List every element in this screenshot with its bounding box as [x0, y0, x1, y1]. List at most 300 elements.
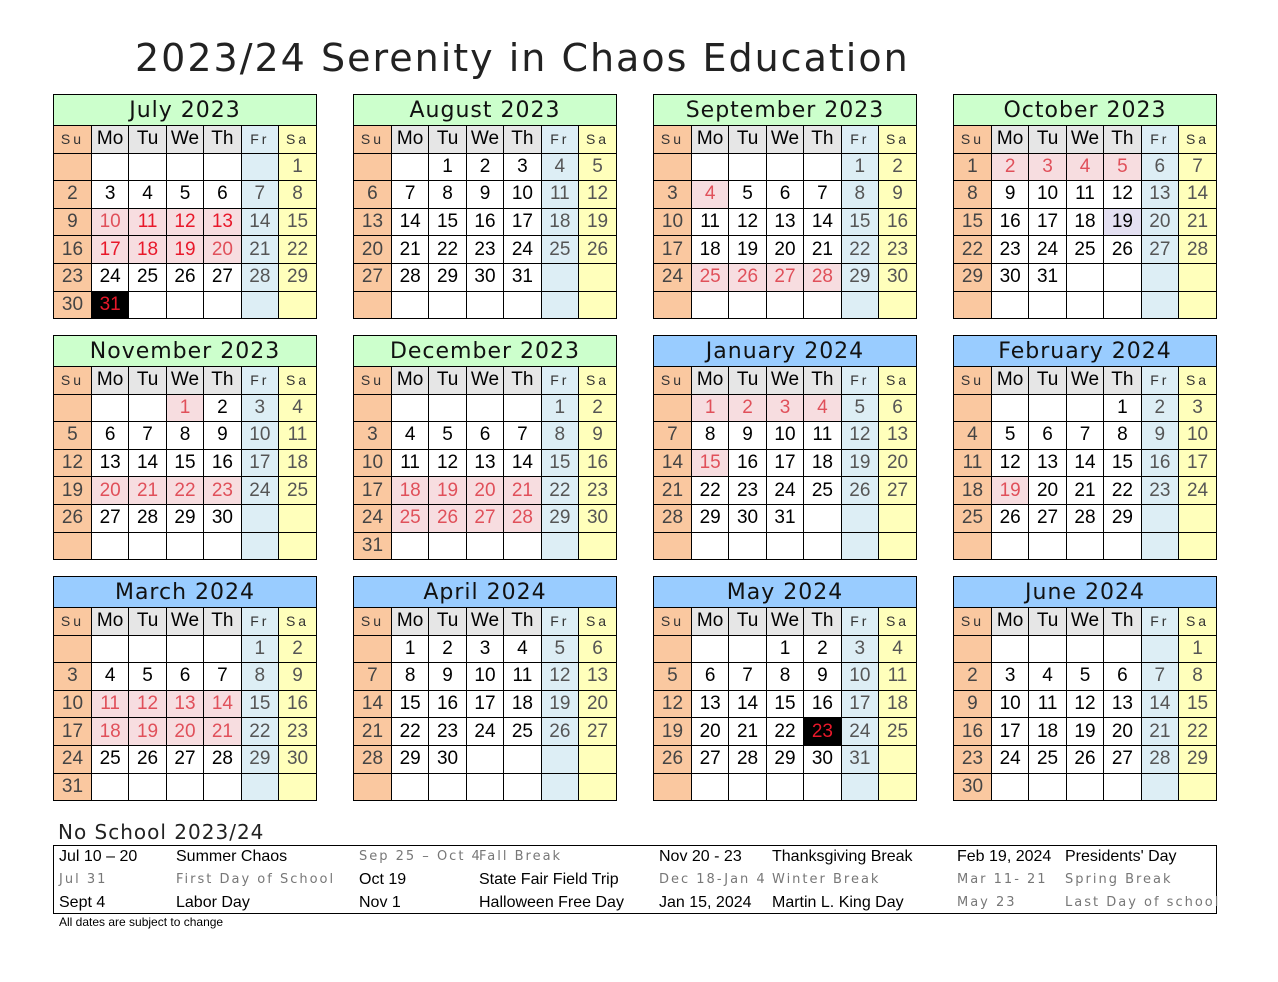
weekday-header: Th — [1104, 608, 1141, 635]
day-cell — [1104, 291, 1141, 318]
day-cell: 1 — [1179, 635, 1216, 663]
day-cell: 9 — [804, 663, 841, 691]
day-cell: 18 — [129, 236, 166, 264]
day-cell: 24 — [654, 263, 691, 291]
day-cell — [429, 291, 466, 318]
day-cell: 20 — [466, 477, 503, 505]
day-cell: 12 — [429, 449, 466, 477]
day-cell: 27 — [579, 718, 616, 746]
day-cell: 3 — [1029, 153, 1066, 181]
day-cell: 3 — [841, 635, 878, 663]
day-cell: 10 — [766, 422, 803, 450]
day-cell: 22 — [279, 236, 316, 264]
day-cell: 6 — [1104, 663, 1141, 691]
day-cell: 3 — [504, 153, 541, 181]
day-cell: 4 — [129, 181, 166, 209]
day-cell: 9 — [991, 181, 1028, 209]
day-cell: 5 — [166, 181, 203, 209]
day-cell: 26 — [1066, 745, 1103, 773]
day-cell: 7 — [729, 663, 766, 691]
day-cell: 9 — [729, 422, 766, 450]
day-cell: 5 — [991, 422, 1028, 450]
day-cell: 6 — [879, 394, 916, 422]
day-cell: 6 — [1029, 422, 1066, 450]
day-cell — [354, 773, 391, 800]
day-cell: 1 — [279, 153, 316, 181]
day-cell — [241, 291, 278, 318]
day-cell: 5 — [1066, 663, 1103, 691]
day-cell: 14 — [129, 449, 166, 477]
day-cell — [729, 291, 766, 318]
day-cell: 28 — [1179, 236, 1216, 264]
day-cell: 4 — [954, 422, 991, 450]
weekday-header: Su — [654, 367, 691, 394]
day-cell: 15 — [954, 208, 991, 236]
day-cell: 5 — [579, 153, 616, 181]
day-cell: 22 — [954, 236, 991, 264]
weekday-header: Sa — [579, 367, 616, 394]
day-cell — [804, 291, 841, 318]
no-school-label: Labor Day — [176, 894, 250, 911]
day-cell: 27 — [766, 263, 803, 291]
day-cell: 23 — [466, 236, 503, 264]
weekday-header: Sa — [879, 367, 916, 394]
day-cell — [1066, 394, 1103, 422]
weekday-header: Mo — [691, 367, 728, 394]
day-cell: 26 — [541, 718, 578, 746]
day-cell: 19 — [841, 449, 878, 477]
day-cell: 2 — [1141, 394, 1178, 422]
day-cell: 8 — [166, 422, 203, 450]
day-cell: 27 — [691, 745, 728, 773]
day-cell: 13 — [579, 663, 616, 691]
day-cell — [129, 291, 166, 318]
weekday-header: Fr — [841, 367, 878, 394]
day-cell: 16 — [279, 690, 316, 718]
day-cell: 6 — [354, 181, 391, 209]
weekday-header: Tu — [129, 126, 166, 153]
no-school-label: State Fair Field Trip — [479, 871, 619, 888]
day-cell — [1179, 532, 1216, 559]
day-cell: 2 — [466, 153, 503, 181]
day-cell: 31 — [54, 773, 91, 800]
day-cell — [541, 745, 578, 773]
day-cell: 18 — [91, 718, 128, 746]
day-cell — [766, 291, 803, 318]
day-cell — [504, 394, 541, 422]
day-cell — [429, 532, 466, 559]
weekday-header: Tu — [1029, 126, 1066, 153]
day-cell — [541, 291, 578, 318]
day-cell: 7 — [804, 181, 841, 209]
day-cell: 19 — [1104, 208, 1141, 236]
weekday-header: Mo — [391, 367, 428, 394]
day-cell: 19 — [429, 477, 466, 505]
day-cell: 12 — [729, 208, 766, 236]
day-cell: 21 — [804, 236, 841, 264]
day-cell — [841, 773, 878, 800]
day-cell: 11 — [391, 449, 428, 477]
day-cell: 28 — [504, 504, 541, 532]
no-school-label: Fall Break — [479, 849, 563, 864]
weekday-header: Su — [954, 608, 991, 635]
weekday-header: Th — [804, 608, 841, 635]
day-cell — [1104, 635, 1141, 663]
day-cell — [766, 532, 803, 559]
day-cell — [1029, 291, 1066, 318]
day-cell — [166, 153, 203, 181]
day-cell — [504, 532, 541, 559]
day-cell: 15 — [1179, 690, 1216, 718]
day-cell — [954, 532, 991, 559]
day-cell: 15 — [166, 449, 203, 477]
no-school-date: Dec 18-Jan 4 — [659, 872, 767, 887]
day-cell — [279, 532, 316, 559]
day-cell: 22 — [541, 477, 578, 505]
day-cell: 6 — [691, 663, 728, 691]
weekday-header: Fr — [541, 608, 578, 635]
day-cell — [954, 635, 991, 663]
day-cell: 5 — [654, 663, 691, 691]
day-cell — [354, 291, 391, 318]
day-cell: 20 — [691, 718, 728, 746]
day-cell: 25 — [504, 718, 541, 746]
weekday-header: We — [766, 126, 803, 153]
day-cell: 23 — [279, 718, 316, 746]
no-school-date: Jan 15, 2024 — [659, 894, 752, 911]
day-cell — [954, 291, 991, 318]
day-cell: 22 — [391, 718, 428, 746]
day-cell — [504, 291, 541, 318]
day-cell: 1 — [691, 394, 728, 422]
day-cell — [129, 773, 166, 800]
day-cell — [1029, 635, 1066, 663]
day-cell: 27 — [354, 263, 391, 291]
day-cell: 5 — [541, 635, 578, 663]
day-cell — [766, 153, 803, 181]
day-cell: 20 — [1104, 718, 1141, 746]
day-cell: 1 — [1104, 394, 1141, 422]
day-cell: 3 — [1179, 394, 1216, 422]
day-cell: 6 — [466, 422, 503, 450]
day-cell — [654, 153, 691, 181]
day-cell: 23 — [579, 477, 616, 505]
weekday-header: Fr — [241, 367, 278, 394]
no-school-date: Feb 19, 2024 — [957, 848, 1052, 865]
month-calendar — [953, 335, 1217, 560]
day-cell: 28 — [391, 263, 428, 291]
day-cell — [841, 291, 878, 318]
day-cell: 23 — [54, 263, 91, 291]
weekday-header: Th — [204, 367, 241, 394]
day-cell — [1141, 263, 1178, 291]
day-cell: 10 — [1029, 181, 1066, 209]
day-cell: 4 — [691, 181, 728, 209]
weekday-header: Tu — [429, 608, 466, 635]
day-cell: 30 — [729, 504, 766, 532]
no-school-label: Last Day of school — [1065, 895, 1221, 910]
day-cell: 7 — [204, 663, 241, 691]
weekday-header: Sa — [1179, 126, 1216, 153]
day-cell: 5 — [429, 422, 466, 450]
day-cell — [204, 153, 241, 181]
day-cell: 24 — [1179, 477, 1216, 505]
day-cell: 29 — [1179, 745, 1216, 773]
day-cell: 17 — [91, 236, 128, 264]
day-cell: 18 — [541, 208, 578, 236]
day-cell — [204, 635, 241, 663]
day-cell: 7 — [129, 422, 166, 450]
day-cell: 23 — [429, 718, 466, 746]
day-cell: 8 — [841, 181, 878, 209]
day-cell: 30 — [579, 504, 616, 532]
day-cell: 23 — [879, 236, 916, 264]
day-cell — [54, 635, 91, 663]
day-cell: 20 — [204, 236, 241, 264]
day-cell: 7 — [654, 422, 691, 450]
weekday-header: Tu — [729, 126, 766, 153]
day-cell — [579, 745, 616, 773]
no-school-title: No School 2023/24 — [58, 820, 265, 844]
day-cell: 12 — [1066, 690, 1103, 718]
day-cell: 18 — [391, 477, 428, 505]
day-cell: 20 — [354, 236, 391, 264]
day-cell — [354, 153, 391, 181]
day-cell — [691, 153, 728, 181]
weekday-header: We — [166, 126, 203, 153]
day-cell: 29 — [1104, 504, 1141, 532]
day-cell: 15 — [391, 690, 428, 718]
no-school-date: Sep 25 – Oct 4 — [359, 849, 482, 864]
day-cell — [91, 635, 128, 663]
day-cell: 11 — [804, 422, 841, 450]
day-cell — [1029, 773, 1066, 800]
day-cell: 9 — [204, 422, 241, 450]
day-cell: 5 — [729, 181, 766, 209]
day-cell — [991, 773, 1028, 800]
day-cell: 29 — [841, 263, 878, 291]
day-cell: 24 — [91, 263, 128, 291]
day-cell: 1 — [166, 394, 203, 422]
day-cell: 25 — [804, 477, 841, 505]
day-cell: 7 — [504, 422, 541, 450]
weekday-header: We — [766, 367, 803, 394]
day-cell: 17 — [1029, 208, 1066, 236]
day-cell — [804, 773, 841, 800]
day-cell: 19 — [654, 718, 691, 746]
day-cell: 14 — [354, 690, 391, 718]
day-cell: 13 — [204, 208, 241, 236]
day-cell: 24 — [991, 745, 1028, 773]
weekday-header: Th — [204, 126, 241, 153]
day-cell — [1066, 263, 1103, 291]
day-cell: 19 — [579, 208, 616, 236]
day-cell: 20 — [879, 449, 916, 477]
day-cell: 15 — [241, 690, 278, 718]
day-cell: 27 — [204, 263, 241, 291]
day-cell — [1179, 773, 1216, 800]
day-cell: 25 — [541, 236, 578, 264]
day-cell — [279, 504, 316, 532]
weekday-header: Fr — [1141, 367, 1178, 394]
day-cell — [466, 773, 503, 800]
day-cell: 4 — [804, 394, 841, 422]
day-cell: 7 — [1141, 663, 1178, 691]
weekday-header: We — [1066, 367, 1103, 394]
day-cell — [654, 532, 691, 559]
day-cell — [391, 394, 428, 422]
day-cell: 8 — [429, 181, 466, 209]
weekday-header: Tu — [129, 608, 166, 635]
day-cell: 28 — [729, 745, 766, 773]
day-cell: 4 — [391, 422, 428, 450]
weekday-header: Th — [1104, 126, 1141, 153]
weekday-header: Tu — [729, 367, 766, 394]
day-cell: 24 — [1029, 236, 1066, 264]
day-cell: 10 — [91, 208, 128, 236]
weekday-header: Mo — [91, 608, 128, 635]
day-cell — [129, 532, 166, 559]
weekday-header: Mo — [991, 367, 1028, 394]
day-cell: 24 — [466, 718, 503, 746]
no-school-label: Thanksgiving Break — [772, 848, 913, 865]
no-school-label: Winter Break — [772, 872, 881, 887]
day-cell: 8 — [541, 422, 578, 450]
weekday-header: We — [466, 126, 503, 153]
day-cell — [1179, 291, 1216, 318]
day-cell: 16 — [204, 449, 241, 477]
day-cell: 14 — [504, 449, 541, 477]
day-cell — [579, 291, 616, 318]
day-cell: 21 — [354, 718, 391, 746]
day-cell: 18 — [504, 690, 541, 718]
day-cell: 12 — [579, 181, 616, 209]
day-cell: 29 — [391, 745, 428, 773]
day-cell: 28 — [1141, 745, 1178, 773]
weekday-header: Mo — [991, 608, 1028, 635]
day-cell: 11 — [954, 449, 991, 477]
day-cell: 9 — [954, 690, 991, 718]
day-cell — [579, 263, 616, 291]
day-cell — [91, 532, 128, 559]
day-cell — [466, 291, 503, 318]
day-cell: 18 — [879, 690, 916, 718]
weekday-header: We — [766, 608, 803, 635]
day-cell: 22 — [691, 477, 728, 505]
day-cell: 12 — [841, 422, 878, 450]
day-cell: 15 — [279, 208, 316, 236]
day-cell: 9 — [429, 663, 466, 691]
day-cell — [54, 532, 91, 559]
day-cell: 22 — [766, 718, 803, 746]
day-cell: 14 — [204, 690, 241, 718]
day-cell: 31 — [841, 745, 878, 773]
day-cell: 24 — [54, 745, 91, 773]
day-cell: 14 — [654, 449, 691, 477]
day-cell: 14 — [729, 690, 766, 718]
day-cell — [241, 153, 278, 181]
day-cell: 7 — [241, 181, 278, 209]
day-cell — [166, 532, 203, 559]
day-cell — [1029, 394, 1066, 422]
day-cell — [579, 532, 616, 559]
day-cell: 9 — [466, 181, 503, 209]
day-cell: 21 — [1141, 718, 1178, 746]
day-cell: 22 — [1179, 718, 1216, 746]
day-cell — [654, 773, 691, 800]
day-cell: 19 — [541, 690, 578, 718]
month-calendar — [653, 335, 917, 560]
day-cell: 8 — [241, 663, 278, 691]
day-cell: 8 — [279, 181, 316, 209]
day-cell: 17 — [54, 718, 91, 746]
weekday-header: Fr — [841, 126, 878, 153]
day-cell: 29 — [541, 504, 578, 532]
day-cell — [991, 291, 1028, 318]
day-cell: 24 — [241, 477, 278, 505]
day-cell: 22 — [1104, 477, 1141, 505]
day-cell: 11 — [879, 663, 916, 691]
day-cell: 27 — [879, 477, 916, 505]
weekday-header: Tu — [729, 608, 766, 635]
day-cell: 10 — [991, 690, 1028, 718]
day-cell — [879, 504, 916, 532]
day-cell: 9 — [1141, 422, 1178, 450]
day-cell — [804, 504, 841, 532]
day-cell: 31 — [354, 532, 391, 559]
month-calendar — [653, 576, 917, 801]
day-cell: 26 — [129, 745, 166, 773]
day-cell: 4 — [504, 635, 541, 663]
day-cell: 31 — [91, 291, 128, 318]
weekday-header: Mo — [991, 126, 1028, 153]
day-cell: 18 — [279, 449, 316, 477]
day-cell: 3 — [91, 181, 128, 209]
day-cell: 17 — [504, 208, 541, 236]
day-cell: 6 — [766, 181, 803, 209]
weekday-header: Su — [954, 126, 991, 153]
weekday-header: Su — [954, 367, 991, 394]
day-cell — [166, 291, 203, 318]
day-cell: 9 — [279, 663, 316, 691]
day-cell: 13 — [354, 208, 391, 236]
month-title: June 2024 — [954, 577, 1216, 608]
day-cell: 10 — [504, 181, 541, 209]
day-cell: 29 — [279, 263, 316, 291]
day-cell: 14 — [1179, 181, 1216, 209]
day-cell: 29 — [241, 745, 278, 773]
day-cell: 17 — [354, 477, 391, 505]
month-calendar — [353, 576, 617, 801]
day-cell: 16 — [954, 718, 991, 746]
day-cell: 11 — [279, 422, 316, 450]
day-cell — [129, 635, 166, 663]
day-cell: 26 — [991, 504, 1028, 532]
day-cell — [1141, 635, 1178, 663]
weekday-header: We — [466, 608, 503, 635]
day-cell: 30 — [466, 263, 503, 291]
day-cell: 1 — [766, 635, 803, 663]
weekday-header: Th — [504, 126, 541, 153]
day-cell: 27 — [1141, 236, 1178, 264]
day-cell — [991, 635, 1028, 663]
month-calendar — [353, 94, 617, 319]
day-cell: 27 — [1104, 745, 1141, 773]
day-cell: 7 — [391, 181, 428, 209]
day-cell: 16 — [804, 690, 841, 718]
weekday-header: Tu — [429, 367, 466, 394]
day-cell: 23 — [804, 718, 841, 746]
